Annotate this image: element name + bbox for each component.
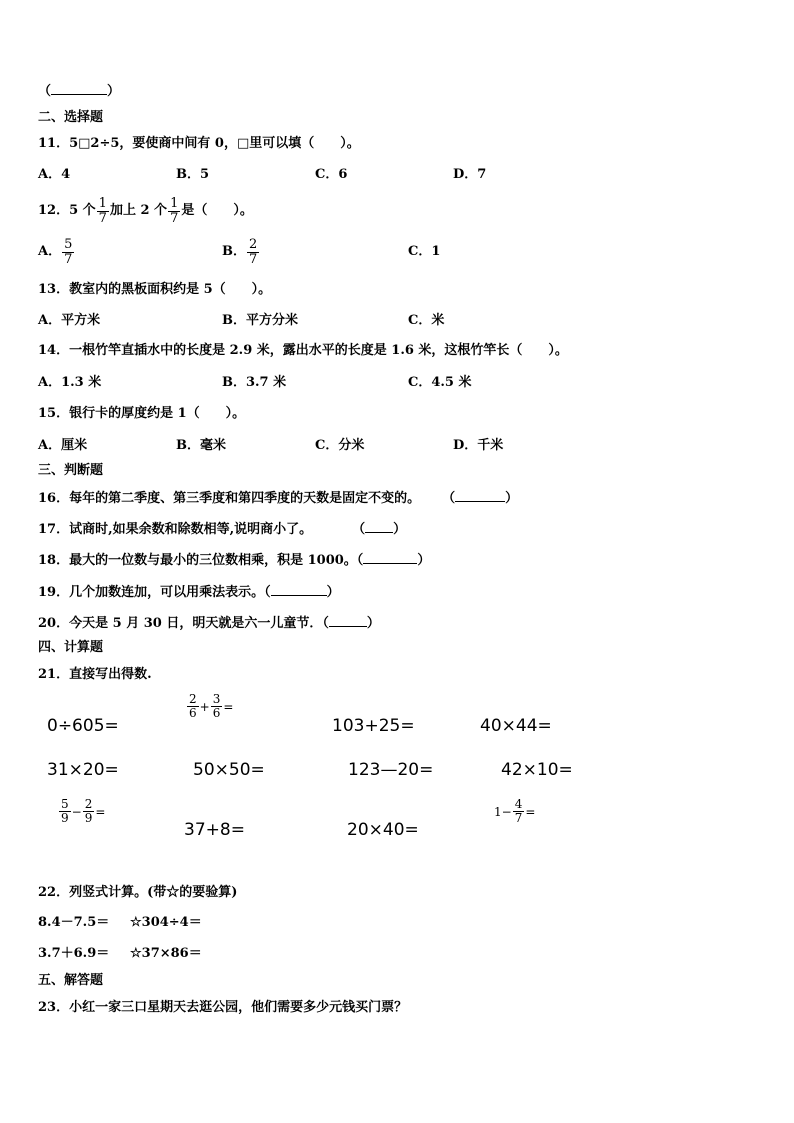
option-a[interactable]: A．平方米 [38,313,101,328]
answer-blank[interactable] [51,82,107,95]
fraction: $\frac{2}{7}$ [249,236,258,267]
fraction-expression: 1− $\frac{4}{7}$ = [494,797,536,825]
calc-item: 50×50= [193,760,265,780]
section-heading: 五、解答题 [38,973,104,988]
question-20: 20．今天是 5 月 30 日，明天就是六一儿童节．（ ） [38,616,380,631]
vertical-calc-item: 8.4－7.5＝ [38,915,110,930]
vertical-calc-item: ☆37×86＝ [130,946,202,961]
question-18: 18．最大的一位数与最小的三位数相乘，积是 1000。（ ） [38,553,431,568]
vertical-calc-item: ☆304÷4＝ [130,915,202,930]
calc-item: 37+8= [184,820,245,840]
option-d[interactable]: D．7 [453,167,487,182]
option-b[interactable]: B． $\frac{2}{7}$ [222,236,258,267]
question-17: 17．试商时,如果余数和除数相等,说明商小了。 （ ） [38,522,407,537]
fraction: $\frac{1}{7}$ [170,195,179,226]
question-16: 16．每年的第二季度、第三季度和第四季度的天数是固定不变的。 （ ） [38,491,519,506]
vertical-calc-item: 3.7＋6.9＝ [38,946,110,961]
question-13: 13．教室内的黑板面积约是 5（ ）。 [38,282,272,297]
option-c[interactable]: C．4.5 米 [408,375,472,390]
calc-item: 103+25= [332,716,415,736]
answer-blank[interactable] [329,614,367,627]
question-15: 15．银行卡的厚度约是 1（ ）。 [38,406,246,421]
calc-item: 42×10= [501,760,573,780]
question-22: 22．列竖式计算。(带☆的要验算) [38,885,238,900]
section-heading: 二、选择题 [38,110,104,125]
question-19: 19．几个加数连加，可以用乘法表示。（ ） [38,585,340,600]
option-b[interactable]: B．5 [176,167,210,182]
answer-blank[interactable] [363,551,417,564]
option-b[interactable]: B．3.7 米 [222,375,287,390]
question-12: 12．5 个 $\frac{1}{7}$ 加上 2 个 $\frac{1}{7}$ 是（ ）。 [38,195,253,226]
section-heading: 三、判断题 [38,463,104,478]
answer-blank[interactable] [365,520,393,533]
calc-item: 20×40= [347,820,419,840]
fraction: $\frac{1}{7}$ [98,195,107,226]
option-c[interactable]: C．1 [408,244,441,259]
option-a[interactable]: A．4 [38,167,71,182]
option-a[interactable]: A．厘米 [38,438,88,453]
option-b[interactable]: B．毫米 [176,438,226,453]
answer-blank[interactable] [455,489,505,502]
option-c[interactable]: C．6 [315,167,348,182]
fraction-expression: $\frac{5}{9}$ − $\frac{2}{9}$ = [61,797,106,825]
option-c[interactable]: C．米 [408,313,445,328]
fraction-expression: $\frac{2}{6}$ + $\frac{3}{6}$ = [189,692,234,720]
question-11: 11．5□2÷5，要使商中间有 0，□里可以填（ ）。 [38,136,360,151]
option-a[interactable]: A． $\frac{5}{7}$ [38,236,73,267]
answer-blank-line: （ ） [38,84,121,99]
question-21: 21．直接写出得数. [38,667,152,682]
question-14: 14．一根竹竿直插水中的长度是 2.9 米，露出水平的长度是 1.6 米，这根竹竿长（ ）。 [38,343,568,358]
option-b[interactable]: B．平方分米 [222,313,298,328]
calc-item: 31×20= [47,760,119,780]
option-a[interactable]: A．1.3 米 [38,375,102,390]
fraction: $\frac{5}{7}$ [64,236,73,267]
answer-blank[interactable] [271,583,327,596]
option-c[interactable]: C．分米 [315,438,365,453]
calc-item: 0÷605= [47,716,119,736]
calc-item: 40×44= [480,716,552,736]
section-heading: 四、计算题 [38,640,104,655]
question-23: 23．小红一家三口星期天去逛公园，他们需要多少元钱买门票？ [38,1000,408,1015]
calc-item: 123—20= [348,760,434,780]
option-d[interactable]: D．千米 [453,438,504,453]
